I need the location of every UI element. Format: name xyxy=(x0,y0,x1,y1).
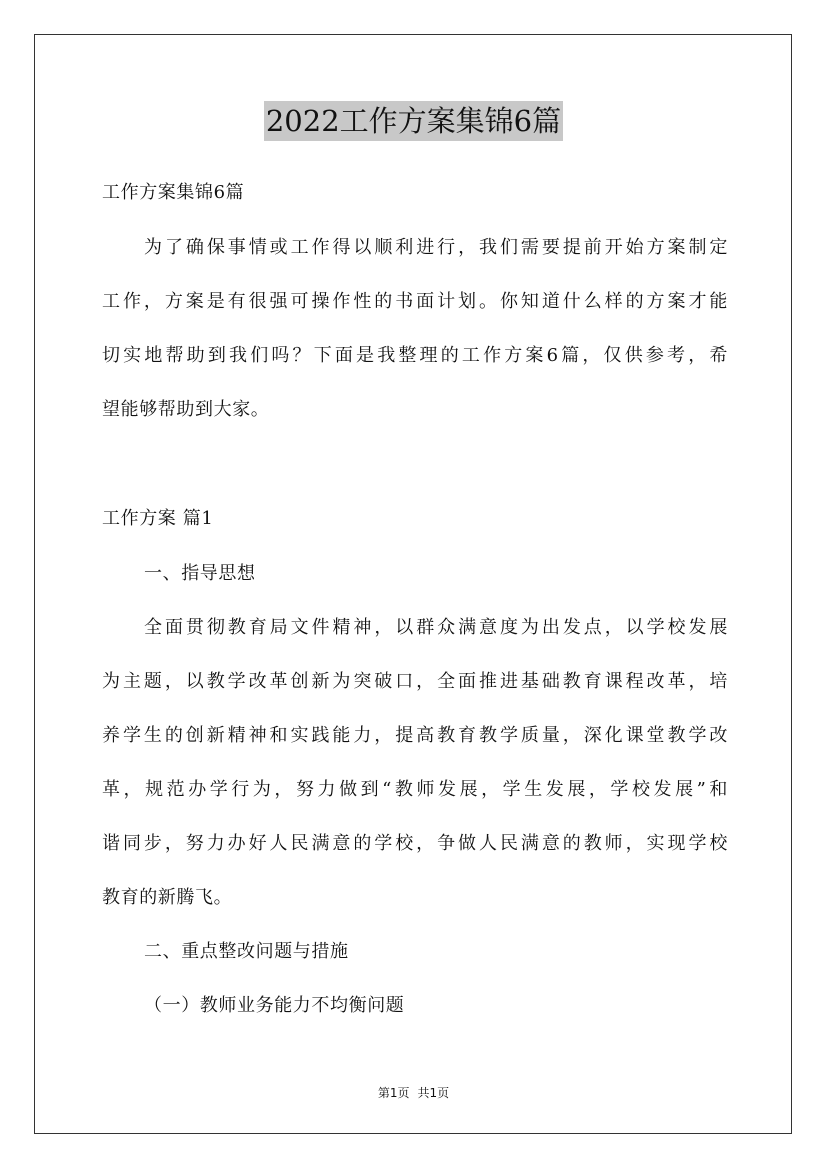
page-footer xyxy=(0,1084,827,1101)
part1-line-4: 革，规范办学行为，努力做到“教师发展，学生发展，学校发展”和 xyxy=(102,779,728,800)
subtitle: 工作方案集锦6篇 xyxy=(102,182,245,203)
part1-heading: 一、指导思想 xyxy=(144,563,256,584)
part1-line-6: 教育的新腾飞。 xyxy=(102,887,233,908)
part2-subheading: （一）教师业务能力不均衡问题 xyxy=(144,995,405,1016)
part1-line-2: 为主题，以教学改革创新为突破口，全面推进基础教育课程改革，培 xyxy=(102,671,728,692)
part1-line-3: 养学生的创新精神和实践能力，提高教育教学质量，深化课堂教学改 xyxy=(102,725,728,746)
page-number-current: 第1页 xyxy=(377,1086,410,1100)
intro-line-2: 工作，方案是有很强可操作性的书面计划。你知道什么样的方案才能 xyxy=(102,291,728,312)
part1-line-1: 全面贯彻教育局文件精神，以群众满意度为出发点，以学校发展 xyxy=(144,617,728,638)
document-title: 2022工作方案集锦6篇 xyxy=(264,101,563,141)
page-number-total: 共1页 xyxy=(417,1086,450,1100)
section-heading: 工作方案 篇1 xyxy=(102,508,214,529)
intro-line-1: 为了确保事情或工作得以顺利进行，我们需要提前开始方案制定 xyxy=(144,237,728,258)
title-container xyxy=(0,101,827,141)
intro-line-4: 望能够帮助到大家。 xyxy=(102,399,270,420)
part1-line-5: 谐同步，努力办好人民满意的学校，争做人民满意的教师，实现学校 xyxy=(102,833,728,854)
intro-line-3: 切实地帮助到我们吗？下面是我整理的工作方案6篇，仅供参考，希 xyxy=(102,345,728,366)
part2-heading: 二、重点整改问题与措施 xyxy=(144,941,349,962)
